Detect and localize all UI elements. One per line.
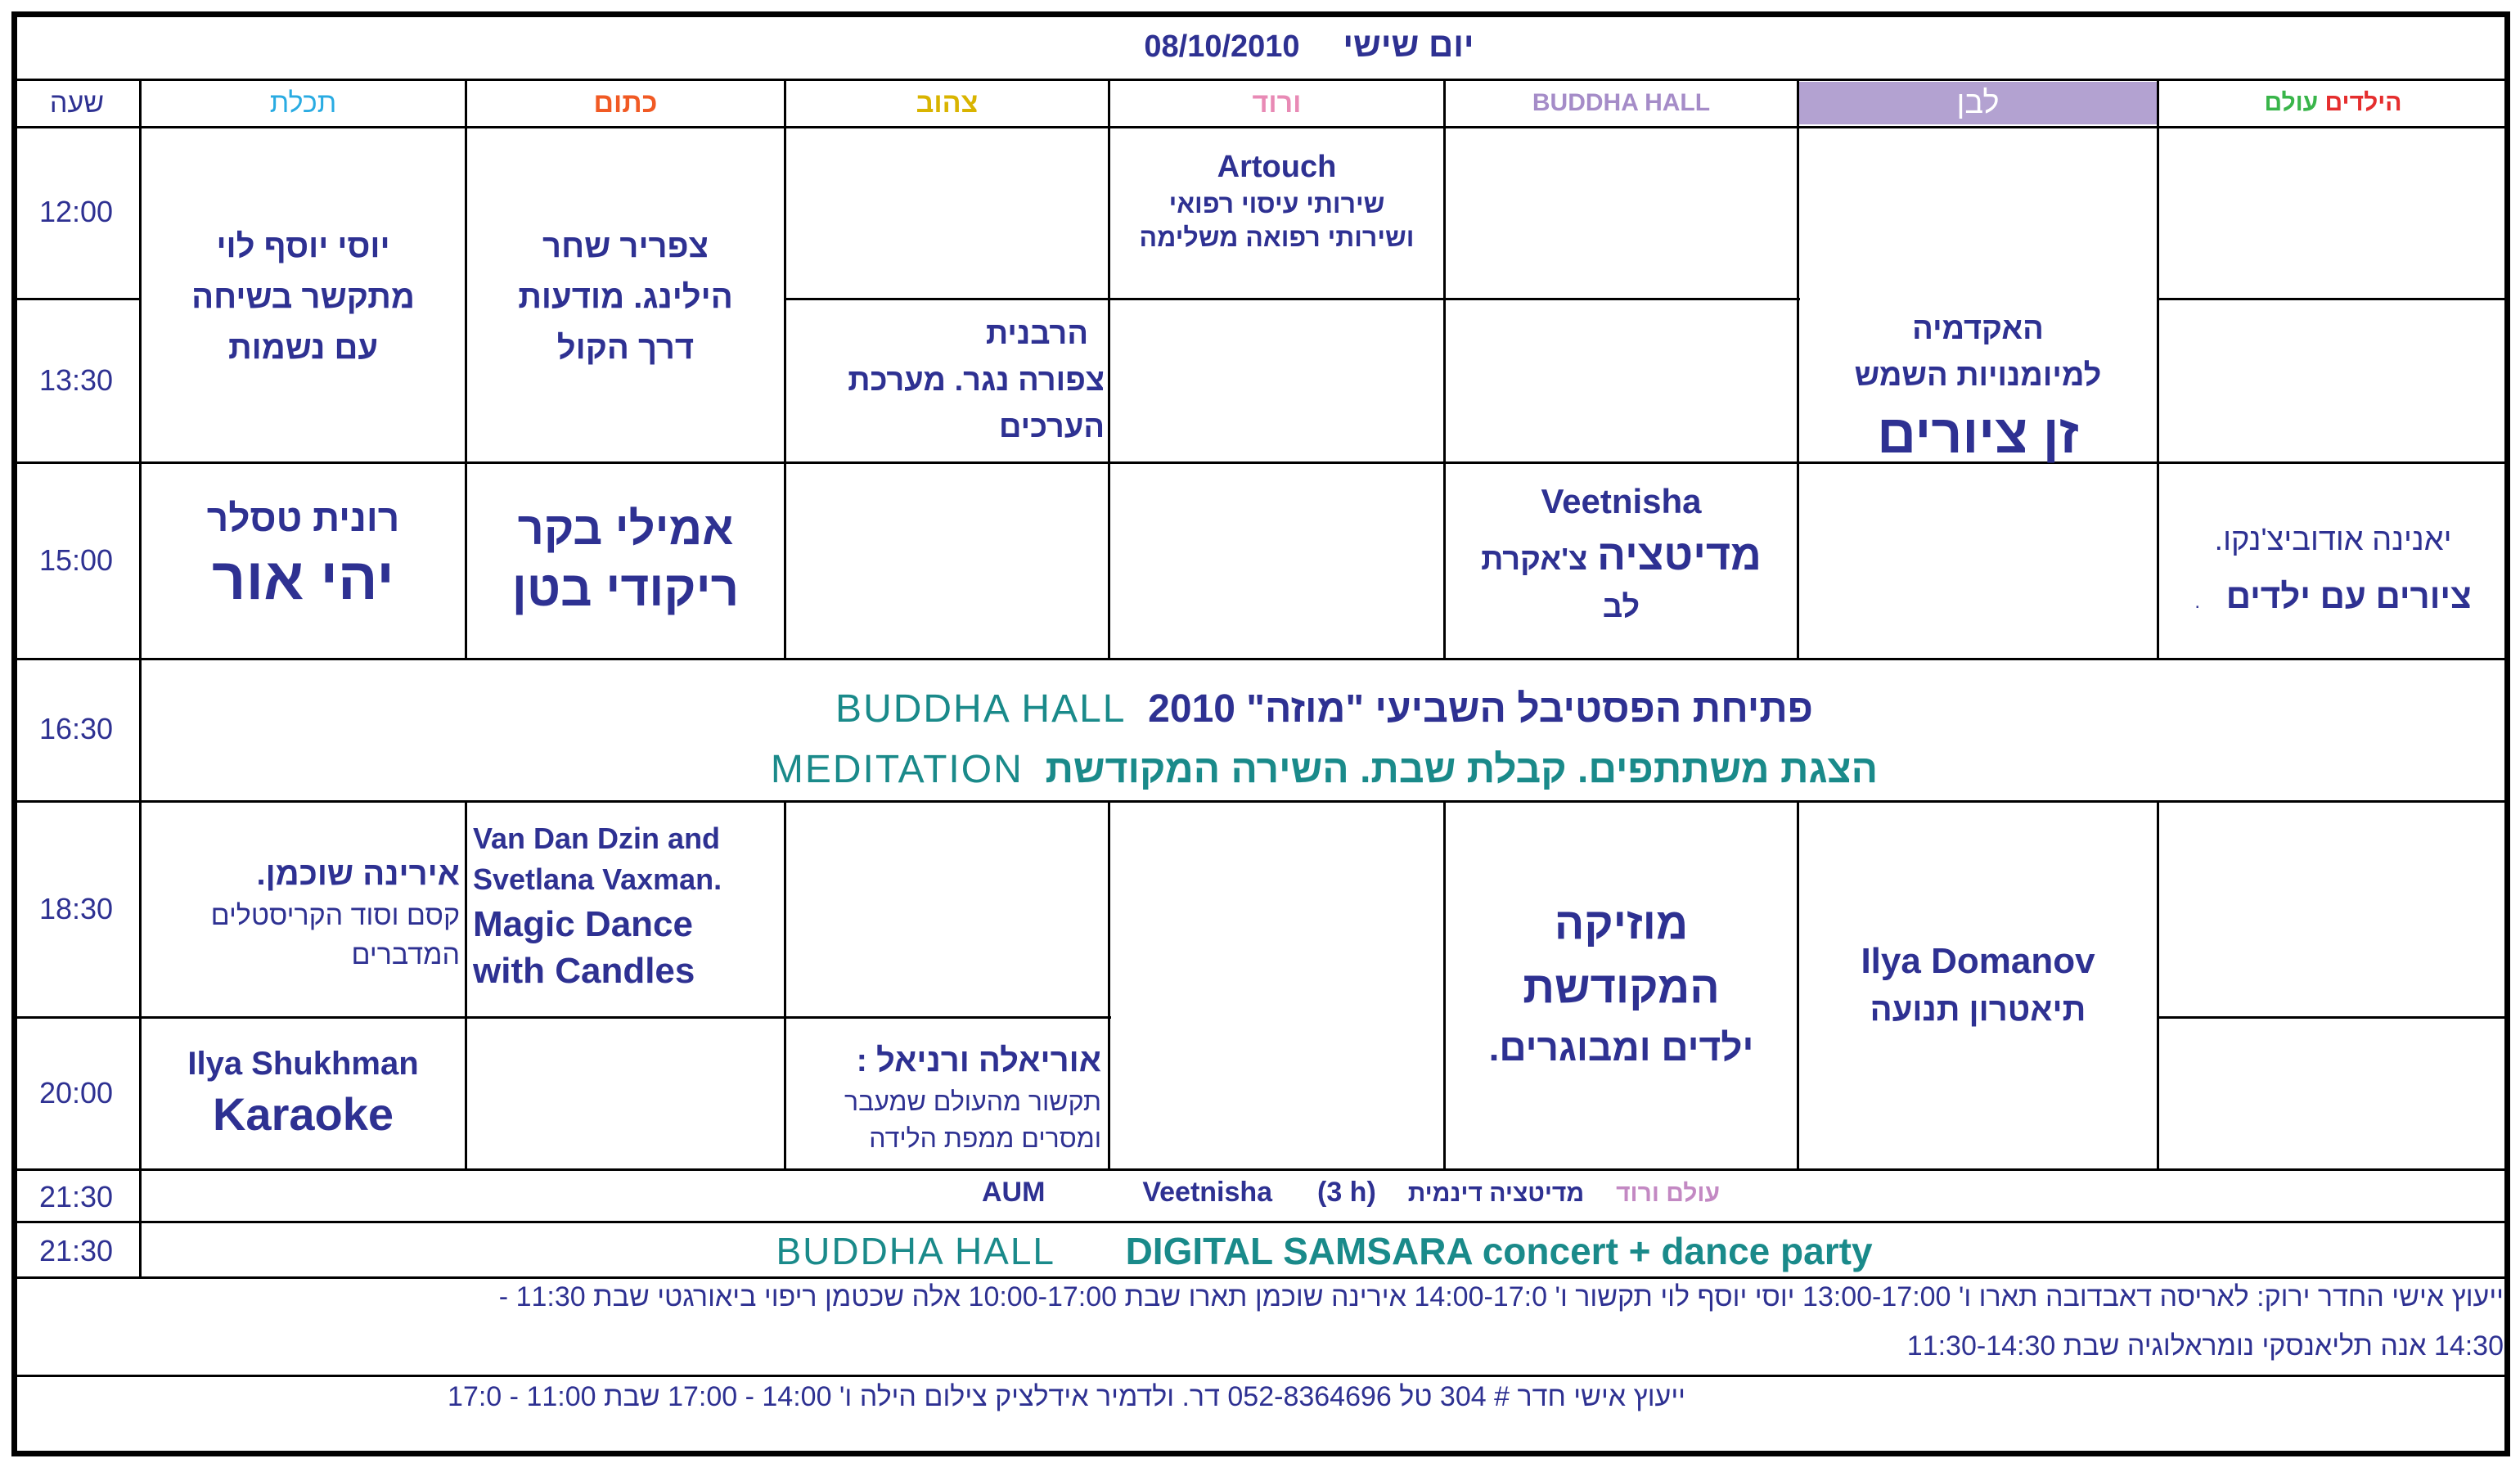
session-title: Ilya Shukhman [187, 1046, 419, 1082]
session-line: ציורים עם ילדים . [2194, 576, 2472, 615]
grid-line [15, 1276, 2507, 1279]
session-line: צפורה נגר. מערכת [848, 363, 1105, 398]
session-line: אירינה שוכמן. [256, 856, 460, 892]
grid-line [2157, 800, 2159, 1168]
date-label: 08/10/2010 [1144, 29, 1300, 64]
session-title: ריקודי בטן [511, 560, 740, 616]
session-ronit [142, 494, 465, 616]
session-line: הצגת משתתפים. קבלת שבת. השירה המקודשת MEDITATION [770, 748, 1879, 792]
session-line: יאנינה אודוביצ'נקו. [2214, 523, 2452, 557]
session-line: הילינג. מודעות [518, 279, 733, 315]
col-header-hour: שעה [49, 88, 105, 119]
grid-line [15, 79, 2507, 81]
session-music [1446, 892, 1797, 1074]
session-emily [467, 499, 784, 620]
session-line: לב [1602, 589, 1640, 624]
session-line: צפריר שחר [542, 228, 709, 264]
footer-line: 14:30 אנה תליאנסקי נומראלוגיה שבת 11:30-14:30 [1906, 1330, 2504, 1362]
session-line: ילדים ומבוגרים. [1488, 1025, 1754, 1069]
session-yossi [142, 221, 465, 373]
grid-line [2158, 298, 2507, 300]
session-title: Veetnisha [1541, 482, 1702, 520]
session-title: Ilya Domanov [1861, 941, 2095, 981]
footer-line: ייעוץ אישי החדר ירוק: לאריסה דאבדובה תארו ו' 13:00-17:00 יוסי יוסף לוי תקשור ו' 14:00-17:0 אירינה שוכמן תארו שבת 10:00-17:00 אלה שכטמן ריפוי ביאורגטי שבת 11:30 - [498, 1281, 2504, 1312]
session-kids-drawing [2159, 514, 2507, 625]
session-irina [142, 851, 465, 975]
session-line: אמילי בקר [517, 502, 734, 554]
grid-line [15, 1221, 2507, 1223]
grid-line [785, 298, 1800, 300]
time-label: 18:30 [38, 892, 114, 925]
time-label: 20:00 [38, 1076, 114, 1110]
session-line: הרבנית [985, 317, 1088, 351]
session-dynamic-meditation: AUM Veetnisha (3 h) מדיטציה דינמית עולם ורוד [982, 1177, 1721, 1208]
session-line: דרך הקול [556, 330, 695, 366]
session-line: ושירותי רפואה משלימה [1139, 222, 1415, 252]
session-line: ומסרים ממפת הלידה [869, 1123, 1101, 1153]
session-line: Van Dan Dzin and [473, 822, 721, 855]
session-veetnisha-heart [1446, 478, 1797, 629]
session-line: תיאטרון תנועה [1870, 991, 2086, 1028]
session-academy [1799, 306, 2157, 470]
col-header-zahov: צהוב [916, 88, 979, 119]
session-artouch [1110, 147, 1443, 254]
session-line: רונית טסלר [206, 497, 400, 539]
session-oriela [786, 1038, 1108, 1157]
session-tzipora [786, 311, 1108, 451]
session-vandan [473, 818, 784, 994]
grid-line [15, 1375, 2507, 1377]
time-label: 12:00 [38, 195, 114, 228]
session-title: Magic Dance [473, 903, 693, 944]
col-header-lavan: לבן [1799, 82, 2157, 124]
session-title: Artouch [1217, 150, 1337, 184]
session-line: למיומנויות השמש [1854, 358, 2102, 393]
time-label: 16:30 [38, 712, 114, 745]
session-line: קסם וסוד הקריסטלים [210, 900, 460, 931]
session-line: עם נשמות [227, 330, 379, 366]
session-title: יהי אור [212, 546, 394, 612]
col-header-katom: כתום [593, 88, 658, 119]
session-line: הערכים [998, 410, 1105, 444]
session-line: Svetlana Vaxman. [473, 862, 722, 897]
grid-line [15, 298, 141, 300]
session-digital-samsara: BUDDHA HALL DIGITAL SAMSARA concert + dance party [776, 1230, 1873, 1272]
session-title: זן ציורים [1877, 403, 2079, 464]
col-header-varod: ורוד [1252, 88, 1302, 119]
time-label: 21:30 [38, 1234, 114, 1267]
session-ilya-domanov [1799, 936, 2157, 1033]
session-line: פתיחת הפסטיבל השביעי "מוזה" 2010 BUDDHA HALL [835, 687, 1813, 731]
session-line: תקשור מהעולם שמעבר [844, 1087, 1101, 1116]
page-title [1064, 23, 1555, 67]
grid-line [2158, 1016, 2507, 1019]
time-label: 15:00 [38, 543, 114, 577]
day-label: יום שישי [1343, 25, 1474, 64]
grid-line [1108, 800, 1110, 1168]
time-label: 13:30 [38, 363, 114, 397]
session-line: שירותי עיסוי רפואי [1168, 188, 1385, 218]
session-line: המקודשת [1523, 963, 1720, 1013]
session-tzafrir [467, 221, 784, 373]
col-header-tchelet: תכלת [269, 88, 337, 119]
col-header-buddha: BUDDHA HALL [1532, 89, 1711, 116]
grid-line [465, 800, 467, 1168]
footer-line: ייעוץ אישי חדר # 304 טל 052-8364696 דר. ולדמיר אידלציק צילום הילה ו' 14:00 - 17:00 שבת 11:00 - 17:0 [448, 1381, 1685, 1412]
session-title: Karaoke [212, 1088, 394, 1140]
time-label: 21:30 [38, 1180, 114, 1213]
grid-line [15, 658, 2507, 660]
session-opening [142, 679, 2507, 801]
session-line: מוזיקה [1554, 899, 1689, 948]
grid-line [15, 126, 2507, 128]
session-ilya-shukhman [142, 1041, 465, 1141]
col-header-kids: הילדים עולם [2264, 89, 2402, 116]
session-line: יוסי יוסף לוי [216, 228, 390, 264]
session-title: with Candles [473, 950, 695, 991]
session-line: האקדמיה [1912, 312, 2044, 346]
grid-line [15, 1016, 1111, 1019]
grid-line [15, 1168, 2507, 1171]
session-line: אוריאלה ורניאל : [856, 1042, 1101, 1078]
session-line: המדברים [351, 939, 460, 970]
session-line: מדיטציה צ'אקרת [1481, 531, 1762, 579]
session-line: מתקשר בשיחה [191, 279, 415, 315]
